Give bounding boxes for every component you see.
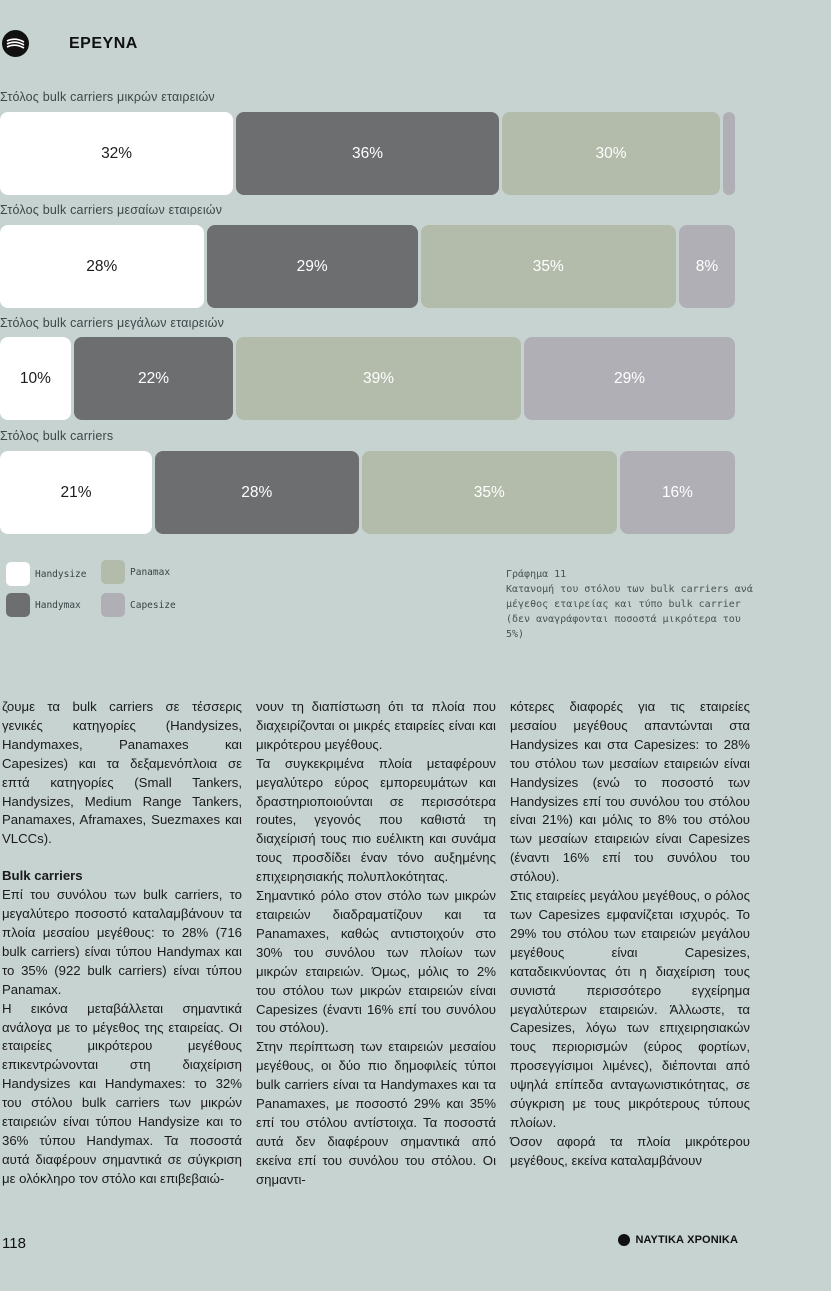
bar-data-label: 28% <box>241 483 273 501</box>
paragraph: Επί του συνόλου των bulk carriers, το μεγαλύτερο ποσοστό καταλαμβάνουν τα πλοία μεσαίου μεγέθους: το 28% (716 bulk carriers) είναι τύπου Handymax και το 35% (922 bulk carriers) είναι τύπου Panamax. <box>2 887 242 997</box>
bar-data-label: 35% <box>532 257 564 275</box>
legend-label-panamax: Panamax <box>130 566 171 578</box>
footer-brand <box>618 1234 738 1246</box>
paragraph: κότερες διαφορές για τις εταιρείες μεσαίου μεγέθους απαντώνται στα Handysizes και στα Capesizes: το 28% του στόλου των μεσαίων εταιρειών είναι Handysizes (ενώ το ποσοστό των Handysizes επί του συνόλου του στόλου είναι 21%) και μόλις το 8% του στόλου των μεσαίων εταιρειών είναι Capesizes (έναντι 16% επί του συνόλου του στόλου). <box>510 699 750 885</box>
legend-label-handysize: Handysize <box>35 568 87 580</box>
bar-data-label: 28% <box>86 257 118 275</box>
legend-item-handymax <box>6 593 81 617</box>
brand-dot-icon <box>618 1234 630 1246</box>
chart-caption <box>506 567 756 642</box>
stacked-bar-chart <box>0 80 831 560</box>
paragraph: Στις εταιρείες μεγάλου μεγέθους, ο ρόλος των Capesizes εμφανίζεται ισχυρός. Το 29% του στόλου των εταιρειών μεγάλου μεγέθους είναι Capesizes, καταδεικνύοντας ότι η διαχείριση τους συνιστά περισσότερο εγχείρημα μεγαλύτερων εταιρειών. Άλλωστε, τα Capesizes, λόγω των επιχειρησιακών τους περιορισμών (εύρος φορτίων, προσεγγίσιμοι λιμένες), διέπονται από υψηλά επίπεδα ανταγωνιστικότητας, σε σύγκριση με τους μικρότερους τύπους πλοίων. <box>510 888 750 1130</box>
bar-data-label: 16% <box>661 483 693 501</box>
legend-swatch-handymax <box>6 593 30 617</box>
paragraph: ζουμε τα bulk carriers σε τέσσερις γενικές κατηγορίες (Handysizes, Handymaxes, Panamaxes και Capesizes) και τα δεξαμενόπλοια σε επτά κατηγορίες (Small Tankers, Handysizes, Medium Range Tankers, Panamaxes, Aframaxes, Suezmaxes και VLCCs). <box>2 699 242 847</box>
bar-group-label: Στόλος bulk carriers μεγάλων εταιρειών <box>0 316 225 330</box>
legend-item-handysize <box>6 562 86 586</box>
paragraph: Σημαντικό ρόλο στον στόλο των μικρών εταιρειών διαδραματίζουν και τα Panamaxes, καθώς αντιστοιχούν στο 30% του συνόλου των πλοίων των μικρών εταιρειών. Όμως, μόλις το 2% του στόλου των μικρών εταιρειών είναι Capesizes (έναντι 16% επί του συνόλου του στόλου). <box>256 888 496 1036</box>
legend-swatch-handysize <box>6 562 30 586</box>
legend-swatch-capesize <box>101 593 125 617</box>
subheading-bulk-carriers: Bulk carriers <box>2 868 83 884</box>
bar-data-label: 29% <box>613 369 645 387</box>
bar-group-label: Στόλος bulk carriers μικρών εταιρειών <box>0 90 215 104</box>
bar-data-label: 22% <box>137 369 169 387</box>
article-column-2 <box>256 698 496 1190</box>
bar-data-label: 35% <box>473 483 505 501</box>
bar-data-label: 10% <box>19 369 51 387</box>
bar-data-label: 29% <box>296 257 328 275</box>
paragraph: Η εικόνα μεταβάλλεται σημαντικά ανάλογα με το μέγεθος της εταιρείας. Οι εταιρείες μικρότερου μεγέθους επικεντρώνονται στη διαχείριση Handysizes και Handymaxes: το 32% του στόλου bulk carriers των μικρών εταιρειών είναι τύπου Handysize και το 36% τύπου Handymax. Τα ποσοστά αυτά διαφέρουν σημαντικά σε σύγκριση με ολόκληρο τον στόλο και επιβεβαιώ- <box>2 1000 242 1186</box>
bar-data-label: 8% <box>695 257 719 275</box>
bar-data-label: 21% <box>60 483 92 501</box>
page-number: 118 <box>2 1235 26 1252</box>
footer-brand-text: ΝΑΥΤΙΚΑ ΧΡΟΝΙΚΑ <box>635 1234 738 1246</box>
section-title: ΕΡΕΥΝΑ <box>69 35 138 52</box>
caption-title: Γράφημα 11 <box>506 569 567 580</box>
wave-logo-icon <box>2 30 29 57</box>
legend-swatch-panamax <box>101 560 125 584</box>
legend-item-capesize <box>101 593 176 617</box>
bar-data-label: 30% <box>595 144 627 162</box>
bar-group-label: Στόλος bulk carriers μεσαίων εταιρειών <box>0 203 223 217</box>
caption-text: Κατανομή του στόλου των bulk carriers ανά μέγεθος εταιρείας και τύπο bulk carrier (δεν αναγράφονται ποσοστά μικρότερα του 5%) <box>506 584 753 640</box>
bar-data-label: 39% <box>363 369 395 387</box>
paragraph: Τα συγκεκριμένα πλοία μεταφέρουν μεγαλύτερο εύρος εμπορευμάτων και δραστηριοποιούνται σε περισσότερα routes, γεγονός που καθιστά τη διαχείρισή τους πιο ευέλικτη και συνάμα τους προσδίδει έναν τόνο αυξημένης επιχειρησιακής πολυπλοκότητας. <box>256 755 496 885</box>
paragraph: νουν τη διαπίστωση ότι τα πλοία που διαχειρίζονται οι μικρές εταιρείες είναι και μικρότερου μεγέθους. <box>256 699 496 752</box>
bar-data-label: 32% <box>101 144 133 162</box>
bar-data-label: 36% <box>351 144 384 162</box>
paragraph: Όσον αφορά τα πλοία μικρότερου μεγέθους, εκείνα καταλαμβάνουν <box>510 1133 750 1168</box>
bar-group-label: Στόλος bulk carriers <box>0 429 114 443</box>
bar-segment-capesize <box>723 112 735 195</box>
article-column-1 <box>2 698 242 1189</box>
legend-label-handymax: Handymax <box>35 599 81 611</box>
legend-label-capesize: Capesize <box>130 599 176 611</box>
legend-item-panamax <box>101 560 170 584</box>
article-column-3 <box>510 698 750 1171</box>
paragraph: Στην περίπτωση των εταιρειών μεσαίου μεγέθους, οι δύο πιο δημοφιλείς τύποι bulk carriers είναι τα Handymaxes και τα Panamaxes, με ποσοστό 29% και 35% επί του στόλου αντίστοιχα. Τα ποσοστά αυτά δεν διαφέρουν σημαντικά από εκείνα επί του συνόλου του στόλου. Οι σημαντι- <box>256 1039 496 1187</box>
